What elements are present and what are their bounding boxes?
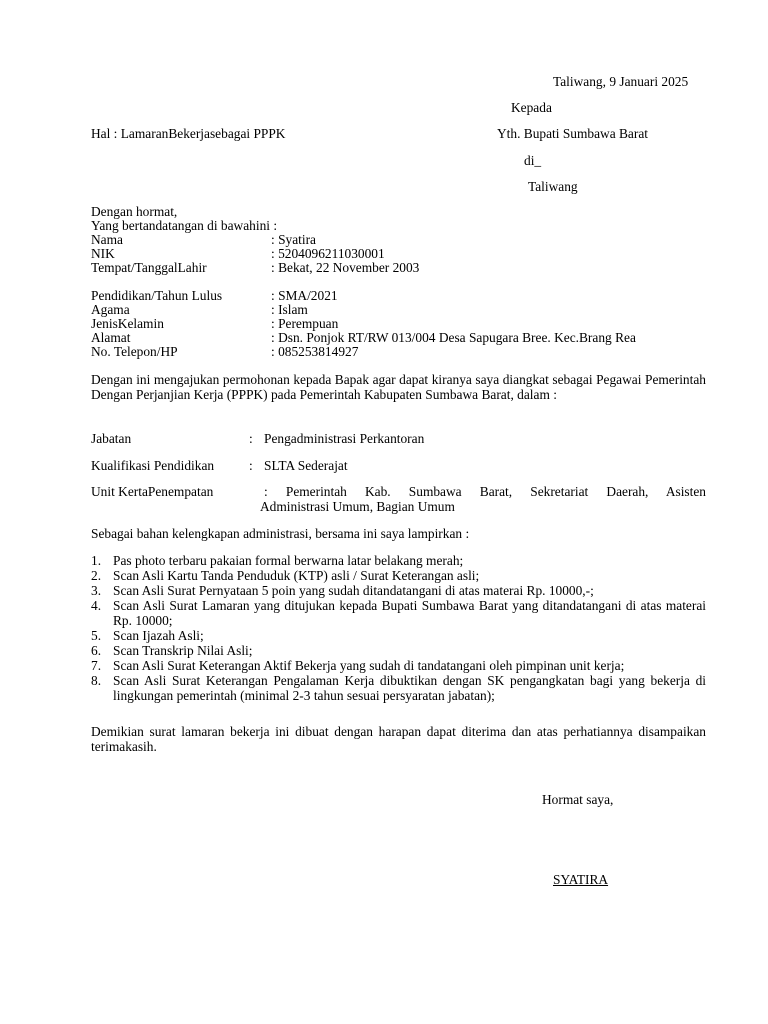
position-sep: :: [249, 431, 253, 446]
identity-value: : Perempuan: [271, 316, 339, 331]
position-label: Jabatan: [91, 431, 132, 446]
list-item-number: 1.: [91, 553, 102, 568]
list-item-number: 8.: [91, 673, 102, 688]
list-item: [91, 568, 706, 583]
kepada-label: Kepada: [511, 100, 552, 115]
position-label: Kualifikasi Pendidikan: [91, 458, 215, 473]
intro-line: Yang bertandatangan di bawahini :: [91, 218, 278, 233]
list-item-number: 7.: [91, 658, 102, 673]
placement-value-line1: : Pemerintah Kab. Sumbawa Barat, Sekretariat Daerah, Asisten: [264, 484, 706, 499]
identity-row-pendidikan: [91, 288, 338, 303]
list-item-text: Scan Asli Surat Lamaran yang ditujukan kepada Bupati Sumbawa Barat yang ditandatangani di atas materai Rp. 10000;: [113, 598, 706, 628]
identity-value: : 5204096211030001: [271, 246, 385, 261]
list-item: [91, 598, 706, 628]
identity-label: No. Telepon/HP: [91, 344, 178, 359]
list-item: [91, 658, 706, 673]
list-item: [91, 673, 706, 703]
identity-label: Pendidikan/Tahun Lulus: [91, 288, 223, 303]
identity-value: : SMA/2021: [271, 288, 338, 303]
list-item-text: Scan Ijazah Asli;: [113, 628, 204, 643]
list-item-number: 6.: [91, 643, 102, 658]
list-item-number: 2.: [91, 568, 102, 583]
identity-value: : Dsn. Ponjok RT/RW 013/004 Desa Sapugara Bree. Kec.Brang Rea: [271, 330, 636, 345]
identity-label: JenisKelamin: [91, 316, 164, 331]
placement-label: Unit KertaPenempatan: [91, 484, 214, 499]
list-item-number: 3.: [91, 583, 102, 598]
position-value: Pengadministrasi Perkantoran: [264, 431, 425, 446]
identity-row-gender: [91, 316, 338, 331]
position-row-jabatan: [91, 431, 424, 446]
placement-value-line2: Administrasi Umum, Bagian Umum: [260, 499, 455, 514]
request-paragraph: Dengan ini mengajukan permohonan kepada Bapak agar dapat kiranya saya diangkat sebagai Pegawai Pemerintah Dengan Perjanjian Kerja (PPPK) pada Pemerintah Kabupaten Sumbawa Barat, dalam :: [91, 372, 706, 402]
identity-label: Nama: [91, 232, 123, 247]
identity-label: Alamat: [91, 330, 131, 345]
identity-value: : Islam: [271, 302, 308, 317]
identity-value: : Bekat, 22 November 2003: [271, 260, 420, 275]
list-item-text: Scan Asli Kartu Tanda Penduduk (KTP) asli / Surat Keterangan asli;: [113, 568, 480, 583]
list-item-text: Pas photo terbaru pakaian formal berwarna latar belakang merah;: [113, 553, 464, 568]
identity-value: : 085253814927: [271, 344, 359, 359]
closing-paragraph: Demikian surat lamaran bekerja ini dibuat dengan harapan dapat diterima dan atas perhatiannya disampaikan terimakasih.: [91, 724, 706, 754]
recipient-di: di_: [524, 153, 542, 168]
identity-label: NIK: [91, 246, 115, 261]
identity-row-agama: [91, 302, 308, 317]
place-date: Taliwang, 9 Januari 2025: [553, 74, 689, 89]
list-item-text: Scan Asli Surat Keterangan Aktif Bekerja yang sudah di tandatangani oleh pimpinan unit kerja;: [113, 658, 625, 673]
identity-label: Tempat/TanggalLahir: [91, 260, 207, 275]
signature-name: SYATIRA: [553, 872, 609, 887]
identity-row-nik: [91, 246, 385, 261]
list-item: [91, 583, 706, 598]
position-sep: :: [249, 458, 253, 473]
recipient: Yth. Bupati Sumbawa Barat: [497, 126, 648, 141]
position-row-kualifikasi: [91, 458, 348, 473]
list-item-number: 4.: [91, 598, 102, 613]
position-value: SLTA Sederajat: [264, 458, 348, 473]
list-item: [91, 628, 706, 643]
list-item-text: Scan Transkrip Nilai Asli;: [113, 643, 253, 658]
attachments-intro: Sebagai bahan kelengkapan administrasi, bersama ini saya lampirkan :: [91, 526, 470, 541]
attachments-list: [91, 553, 706, 703]
list-item: [91, 553, 706, 568]
list-item-text: Scan Asli Surat Keterangan Pengalaman Kerja dibuktikan dengan SK pengangkatan bagi yang bekerja di lingkungan pemerintah (minimal 2-3 tahun sesuai persyaratan jabatan);: [113, 673, 706, 703]
regards: Hormat saya,: [542, 792, 614, 807]
identity-row-alamat: [91, 330, 636, 345]
list-item-number: 5.: [91, 628, 102, 643]
identity-row-nama: [91, 232, 316, 247]
identity-value: : Syatira: [271, 232, 316, 247]
identity-label: Agama: [91, 302, 130, 317]
identity-row-phone: [91, 344, 358, 359]
identity-row-ttl: [91, 260, 419, 275]
recipient-city: Taliwang: [528, 179, 578, 194]
list-item-text: Scan Asli Surat Pernyataan 5 poin yang sudah ditandatangani di atas materai Rp. 10000,-;: [113, 583, 594, 598]
greeting: Dengan hormat,: [91, 204, 178, 219]
list-item: [91, 643, 706, 658]
subject-line: Hal : LamaranBekerjasebagai PPPK: [91, 126, 286, 141]
